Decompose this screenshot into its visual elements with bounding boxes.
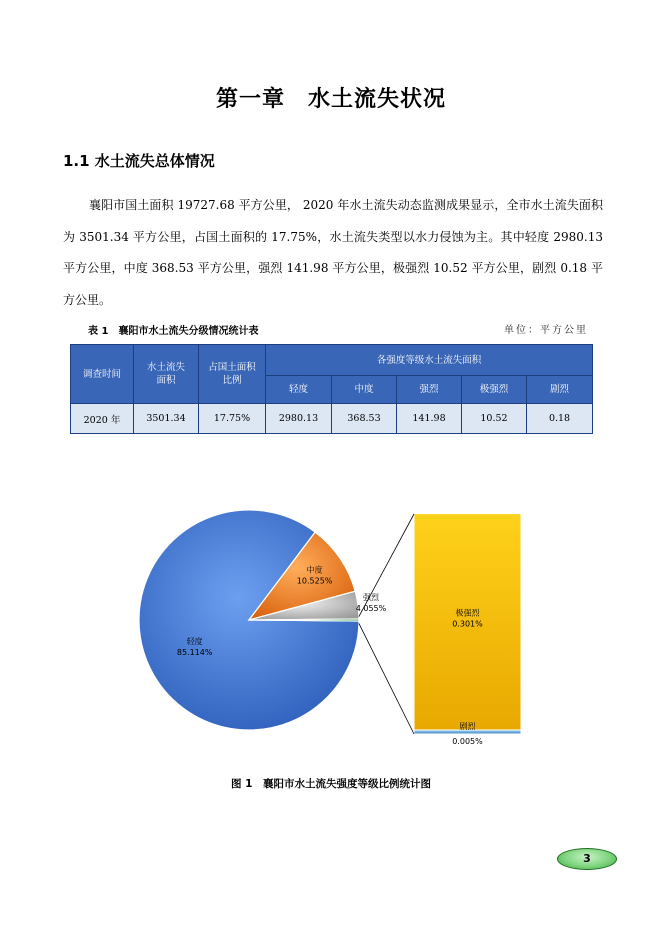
slice-label: 轻度 [186, 636, 203, 646]
slice-label: 中度 [306, 565, 323, 575]
figure-caption: 图 1 襄阳市水土流失强度等级比例统计图 [231, 778, 431, 790]
soil-loss-table [70, 344, 593, 434]
header-level: 强烈 [397, 376, 462, 404]
pie-slice-other [249, 619, 359, 621]
slice-value-label: 10.525% [296, 576, 333, 586]
connector-line [359, 514, 414, 617]
cell: 3501.34 [134, 404, 199, 434]
cell: 10.52 [462, 404, 527, 434]
slice-value-label: 4.055% [355, 604, 387, 614]
header-loss-area: 水土流失面积 [134, 345, 199, 404]
cell: 2020 年 [71, 404, 134, 434]
header-survey-time: 调查时间 [71, 345, 134, 404]
header-level: 中度 [332, 376, 397, 404]
slice-value-label: 85.114% [176, 647, 213, 657]
page-number: 3 [557, 848, 617, 870]
connector-line [359, 623, 414, 734]
bar-label: 剧烈 [459, 722, 476, 731]
table-caption: 表 1 襄阳市水土流失分级情况统计表 [88, 326, 259, 337]
cell: 17.75% [199, 404, 266, 434]
cell: 2980.13 [266, 404, 332, 434]
cell: 368.53 [332, 404, 397, 434]
table-unit: 单位：平方公里 [504, 325, 588, 336]
cell: 0.18 [527, 404, 593, 434]
chapter-title: 第一章 水土流失状况 [215, 87, 446, 112]
slice-label: 强烈 [363, 593, 379, 603]
bar-label: 极强烈 [455, 608, 480, 618]
header-level: 轻度 [266, 376, 332, 404]
header-level-group: 各强度等级水土流失面积 [266, 345, 593, 376]
section-title: 1.1 水土流失总体情况 [63, 152, 215, 170]
bar-value-label: 0.301% [452, 619, 483, 629]
bar-value-label: 0.005% [452, 737, 483, 746]
header-ratio: 占国土面积比例 [199, 345, 266, 404]
cell: 141.98 [397, 404, 462, 434]
body-paragraph: 襄阳市国土面积 19727.68 平方公里， 2020 年水土流失动态监测成果显示，全市水土流失面积为 3501.34 平方公里，占国土面积的 17.75%，水土流失类型以水力侵蚀为主。其中轻度 2980.13 平方公里，中度 368.53 平方公里，强烈 141.98 平方公里，极强烈 10.52 平方公里，剧烈 0.18 平方公里。 [63, 198, 603, 307]
header-level: 极强烈 [462, 376, 527, 404]
table-row [71, 404, 593, 434]
pie-chart [0, 500, 662, 760]
header-level: 剧烈 [527, 376, 593, 404]
